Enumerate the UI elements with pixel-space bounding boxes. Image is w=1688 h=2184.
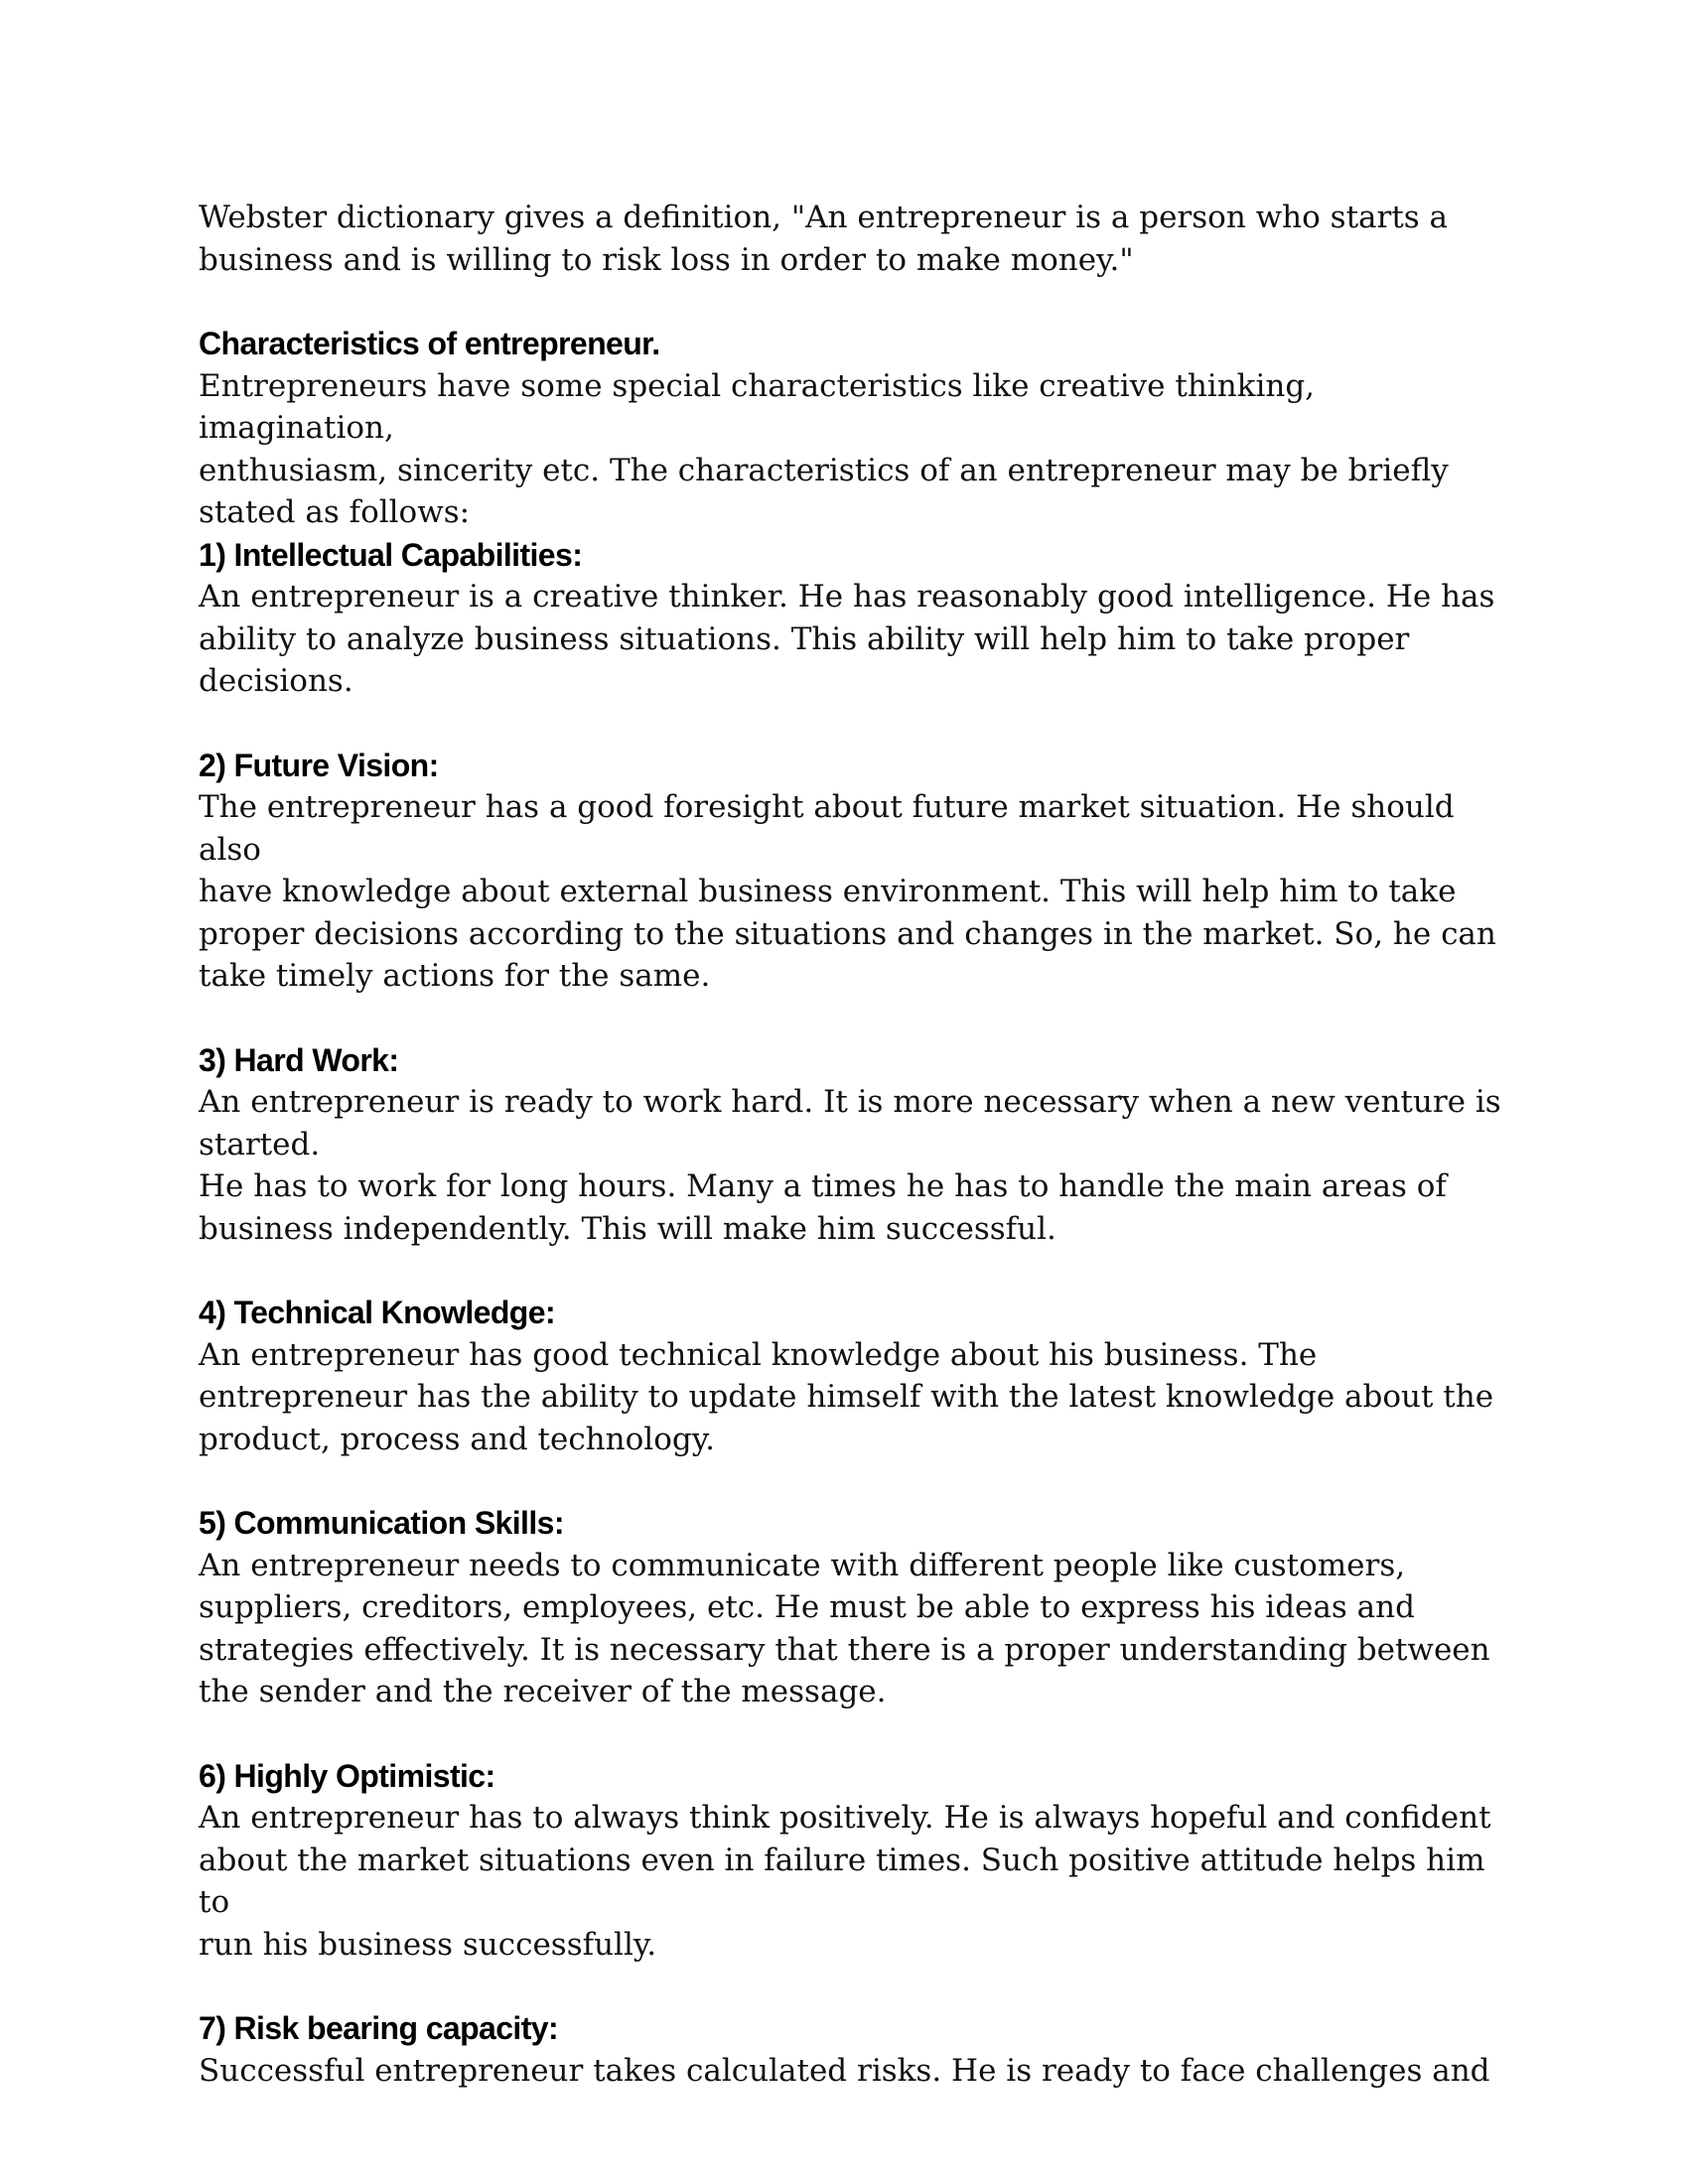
section-body-technical-knowledge: An entrepreneur has good technical knowledge about his business. The entrepreneur has the ability to update himself with the latest knowledge about the product, process and technology.: [199, 1336, 1494, 1457]
spacer: [199, 1966, 1509, 2007]
section-heading-intellectual-capabilities: 1) Intellectual Capabilities:: [199, 536, 583, 573]
section-heading-hard-work: 3) Hard Work:: [199, 1041, 399, 1078]
section-body-intellectual-capabilities: An entrepreneur is a creative thinker. He has reasonably good intelligence. He has ability to analyze business situations. This ability will help him to take proper decisions.: [199, 579, 1495, 699]
spacer: [199, 1460, 1509, 1502]
spacer: [199, 703, 1509, 745]
section-body-risk-bearing-capacity: Successful entrepreneur takes calculated risks. He is ready to face challenges and: [199, 2052, 1490, 2089]
section-body-communication-skills: An entrepreneur needs to communicate with different people like customers, suppliers, creditors, employees, etc. He must be able to express his ideas and strategies effectively. It is necessary that there is a proper understanding between the sender and the receiver of the message.: [199, 1547, 1490, 1709]
characteristics-heading: Characteristics of entrepreneur.: [199, 326, 660, 361]
spacer: [199, 281, 1509, 323]
intro-paragraph: Webster dictionary gives a definition, "An entrepreneur is a person who starts a business and is willing to risk loss in order to make money.": [199, 200, 1449, 278]
section-heading-communication-skills: 5) Communication Skills:: [199, 1505, 564, 1541]
section-heading-technical-knowledge: 4) Technical Knowledge:: [199, 1295, 555, 1330]
section-heading-highly-optimistic: 6) Highly Optimistic:: [199, 1757, 495, 1794]
section-heading-risk-bearing-capacity: 7) Risk bearing capacity:: [199, 2010, 559, 2046]
section-body-hard-work: An entrepreneur is ready to work hard. It is more necessary when a new venture is started. He has to work for long hours. Many a times he has to handle the main areas of business independently. This will make him successful.: [199, 1084, 1501, 1247]
characteristics-intro: Entrepreneurs have some special characteristics like creative thinking, imagination, enthusiasm, sincerity etc. The characteristics of an entrepreneur may be briefly stated as follows:: [199, 367, 1449, 530]
section-body-highly-optimistic: An entrepreneur has to always think positively. He is always hopeful and confident about the market situations even in failure times. Such positive attitude helps him to run his business successfully.: [199, 1800, 1491, 1963]
section-heading-future-vision: 2) Future Vision:: [199, 747, 439, 783]
spacer: [199, 1250, 1509, 1292]
spacer: [199, 1713, 1509, 1755]
spacer: [199, 998, 1509, 1039]
document-body: [199, 197, 1509, 2092]
section-body-future-vision: The entrepreneur has a good foresight about future market situation. He should also have knowledge about external business environment. This will help him to take proper decisions according to the situations and changes in the market. So, he can take timely actions for the same.: [199, 789, 1496, 994]
